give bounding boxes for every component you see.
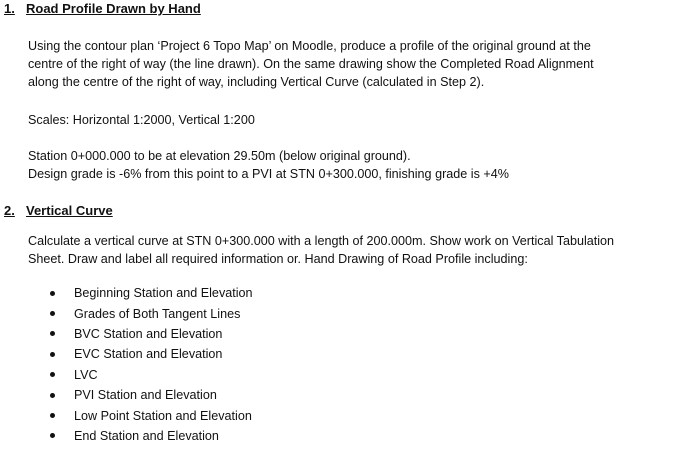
section-2-paragraph — [28, 232, 688, 268]
list-item-text: Grades of Both Tangent Lines — [74, 306, 241, 321]
list-item — [50, 365, 253, 385]
station-line: Station 0+000.000 to be at elevation 29.50m (below original ground). — [28, 149, 411, 163]
list-item-text: End Station and Elevation — [74, 428, 219, 443]
list-item-text: Beginning Station and Elevation — [74, 286, 253, 301]
bullet-icon — [50, 413, 55, 418]
section-2-number: 2. — [4, 203, 15, 218]
section-1-title: Road Profile Drawn by Hand — [26, 1, 201, 16]
list-item-text: EVC Station and Elevation — [74, 347, 223, 362]
list-item — [50, 283, 253, 303]
station-paragraph — [28, 147, 688, 183]
list-item-text: LVC — [74, 367, 98, 382]
section-2-paragraph-line: Sheet. Draw and label all required information or. Hand Drawing of Road Profile including: — [28, 252, 528, 266]
scales-line: Scales: Horizontal 1:2000, Vertical 1:200 — [28, 113, 255, 127]
section-2-heading — [4, 203, 113, 218]
list-item — [50, 405, 253, 425]
list-item — [50, 344, 253, 364]
section-1-heading — [4, 1, 201, 16]
section-1-paragraph — [28, 37, 688, 91]
scales-text — [28, 111, 688, 129]
bullet-icon — [50, 433, 55, 438]
bullet-icon — [50, 393, 55, 398]
section-1-paragraph-line: centre of the right of way (the line drawn). On the same drawing show the Completed Road Alignment — [28, 57, 594, 71]
list-item — [50, 303, 253, 323]
section-2-title: Vertical Curve — [26, 203, 113, 218]
list-item — [50, 426, 253, 446]
bullet-icon — [50, 311, 55, 316]
bullet-icon — [50, 352, 55, 357]
section-1-paragraph-line: along the centre of the right of way, including Vertical Curve (calculated in Step 2). — [28, 75, 485, 89]
list-item — [50, 385, 253, 405]
bullet-icon — [50, 372, 55, 377]
list-item-text: PVI Station and Elevation — [74, 388, 217, 403]
section-2-paragraph-line: Calculate a vertical curve at STN 0+300.000 with a length of 200.000m. Show work on Vertical Tabulation — [28, 234, 615, 248]
section-1-number: 1. — [4, 1, 15, 16]
list-item — [50, 324, 253, 344]
bullet-icon — [50, 331, 55, 336]
list-item-text: BVC Station and Elevation — [74, 326, 223, 341]
section-1-paragraph-line: Using the contour plan ‘Project 6 Topo Map’ on Moodle, produce a profile of the original ground at the — [28, 39, 591, 53]
bullet-icon — [50, 291, 55, 296]
list-item-text: Low Point Station and Elevation — [74, 408, 252, 423]
grade-line: Design grade is -6% from this point to a PVI at STN 0+300.000, finishing grade is +4% — [28, 167, 509, 181]
required-info-list — [50, 283, 253, 446]
